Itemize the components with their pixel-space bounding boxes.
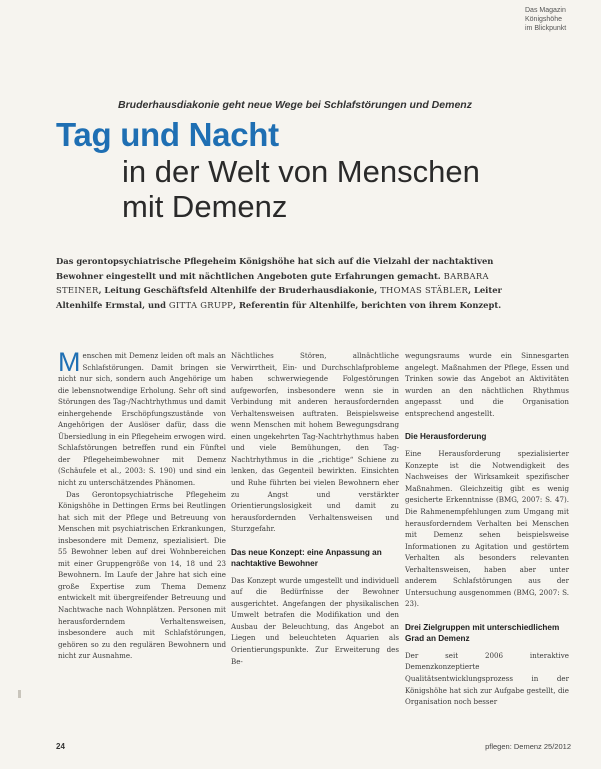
- lead-text: Das gerontopsychiatrische Pflegeheim Königshöhe hat sich auf die Vielzahl der nachtaktiven Bewohner eingestellt und mit nächtlichen Angeboten gute Erfahrungen gemacht.: [56, 256, 494, 281]
- author-name: THOMAS STÄBLER: [380, 285, 469, 296]
- page-number: 24: [56, 742, 65, 751]
- paragraph-text: enschen mit Demenz leiden oft mals an Schlafstörungen. Damit bringen sie nicht nur sich, sondern auch Angehörige um die lebensnotwendige Erholung. Sehr oft sind Störungen des Tag-/Nachtrhythmus und damit einhergehende Erschöpfungszustände von Angehörigen der Auslöser dafür, dass die Übersiedlung in ein Pflegeheim erwogen wird. Schlafstörungen betreffen rund ein Fünftel der Pflegeheimbewohner mit Demenz (Schäufele et al., 2003: S. 190) und sind ein nicht zu unterschätzendes Phänomen.: [58, 351, 226, 488]
- author-name: GITTA GRUPP: [168, 299, 234, 310]
- rubric-line: Königshöhe: [525, 16, 562, 23]
- body-paragraph: wegungsraums wurde ein Sinnesgarten angelegt. Maßnahmen der Pflege, Essen und Trinken sowie das Angebot an Aktivitäten wurden an den nächtlichen Rhythmus angepasst und die Organisation entsprechend angestellt.: [405, 351, 569, 418]
- scan-mark: [18, 690, 21, 698]
- article-title-main: Tag und Nacht: [56, 116, 279, 153]
- section-rubric: [525, 6, 583, 33]
- body-paragraph: Eine Herausforderung spezialisierter Konzepte ist die Notwendigkeit des Nachweises der Wirksamkeit spezifischer Maßnahmen. Gleichzeitig gibt es wenig gesicherte Erkenntnisse (BMG, 2007: S. 47). Die Rahmenempfehlungen zum Umgang mit herausforderndem Verhalten bei Menschen mit Demenz sehen beispielsweise Informationen zu Agitation und gestörtem Verhalten als besonders relevanten Verhaltensweisen, haben aber unter anderem Schlafstörungen aus der Untersuchung ausgenommen (BMG, 2007: S. 23).: [405, 449, 569, 609]
- text-column-3: [405, 350, 569, 708]
- magazine-issue: pflegen: Demenz 25/2012: [485, 742, 571, 751]
- kicker-headline: Bruderhausdiakonie geht neue Wege bei Schlafstörungen und Demenz: [118, 99, 472, 111]
- body-paragraph: [58, 347, 226, 489]
- body-paragraph: Das Konzept wurde umgestellt und individuell auf die Bedürfnisse der Bewohner ausgerichtet. Angefangen der physikalischen Umwelt betrafen die Modifikation und den Ausbau der Beleuchtung, das Angebot an Liegen und beleuchteten Aquarien als Orientierungspunkte. Zur Erweiterung des Be-: [231, 575, 399, 666]
- section-subheading: Die Herausforderung: [405, 432, 487, 442]
- body-paragraph: Der seit 2006 interaktive Demenzkonzeptierte Qualitätsentwicklungsprozess in der Königshöhe hat sich zur Aufgabe gestellt, die Organisation noch besser: [405, 650, 569, 707]
- lead-paragraph: [56, 254, 526, 312]
- author-name: BARBARA STEINER: [56, 270, 489, 296]
- section-subheading: Das neue Konzept: eine Anpassung an nachtaktive Bewohner: [231, 547, 382, 568]
- body-paragraph: Das Gerontopsychiatrische Pflegeheim Königshöhe in Dettingen Erms bei Reutlingen hat sich mit der Pflege und Betreuung von Menschen mit psychiatrischen Erkrankungen, insbesondere mit Demenz, spezialisiert. Die 55 Bewohner leben auf drei Wohnbereichen mit einer Gruppengröße von 14, 18 und 23 Bewohnern. Im Laufe der Jahre hat sich eine große Expertise zum Thema Demenz entwickelt mit übergreifender Betreuung und Nachtwache nach Wohnplätzen. Personen mit herausforderndem Verhaltensweisen, insbesondere auch mit Schlafstörungen, gehören so zu den regulären Bewohnern und nicht zur Ausnahme.: [58, 489, 226, 661]
- drop-cap: M: [58, 347, 81, 377]
- author-role: , Leitung Geschäftsfeld Altenhilfe der Bruderhausdiakonie,: [98, 285, 378, 296]
- article-title-line2: in der Welt von Menschen: [122, 154, 480, 189]
- text-column-2: [231, 350, 399, 667]
- section-subheading: Drei Zielgruppen mit unterschiedlichem Grad an Demenz: [405, 622, 560, 643]
- rubric-line: im Blickpunkt: [525, 25, 567, 32]
- text-column-1: [58, 347, 226, 662]
- article-title-line3: mit Demenz: [122, 189, 288, 224]
- rubric-line: Das Magazin: [525, 7, 566, 14]
- author-role: , Leiter Altenhilfe Ermstal, und: [56, 285, 502, 310]
- body-paragraph: Nächtliches Stören, allnächtliche Verwirrtheit, Ein- und Durchschlafprobleme haben schwerwiegende Folgestörungen aufgeworfen, insbesondere wenn sie in Verbindung mit anderen herausfordernden Verhaltensweisen auftraten. Beispielsweise wenn Menschen mit hohem Bewegungsdrang einen ungekehrten Tag-Nachtrhythmus haben und viele Bemühungen, den Tag-Nachtrhythmus in die „richtige“ Schiene zu lenken, das Gegenteil bewirkten. Einsichten und Ruhe führten bei vielen Bewohnern eher zu Angst und verstärkter Orientierungslosigkeit und damit zu herausfordernden Verhaltensweisen und Sturzgefahr.: [231, 351, 399, 534]
- author-role: , Referentin für Altenhilfe, berichten von ihrem Konzept.: [233, 299, 502, 310]
